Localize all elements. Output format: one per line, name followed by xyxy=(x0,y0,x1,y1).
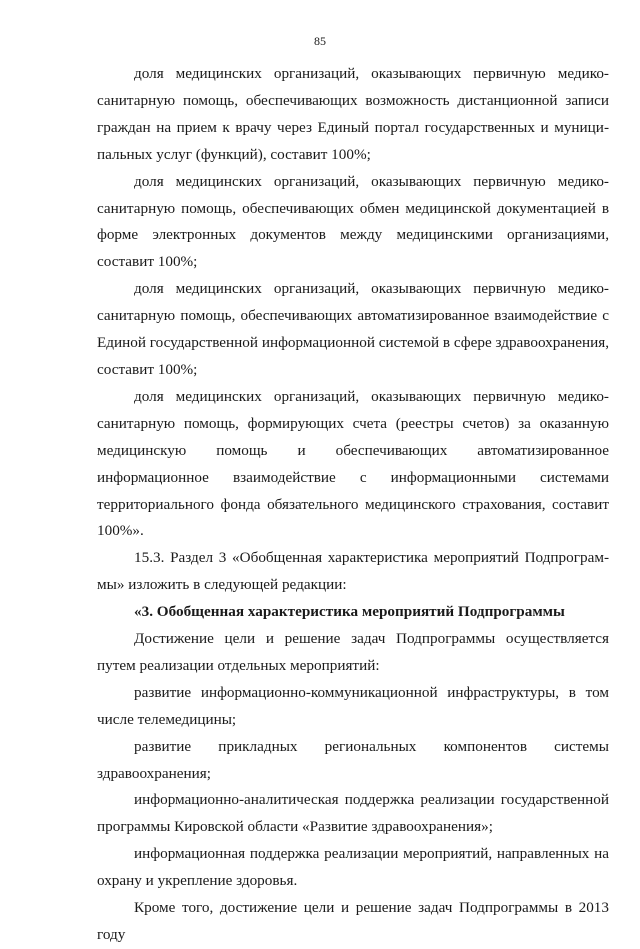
list-item-analytical-support: информационно-аналитическая поддержка реализации государственной программы Кировской области «Развитие здравоохранения»; xyxy=(97,791,609,836)
paragraph-remote-appointment: доля медицинских организаций, оказывающих первичную медико-санитарную помощь, обеспечивающих возможность дистанционной записи граждан на прием к врачу через Единый портал государственных и муниципальных услуг (функций), составит 100%; xyxy=(97,65,609,163)
list-item-information-support: информационная поддержка реализации мероприятий, направленных на охрану и укрепление здоровья. xyxy=(97,845,609,890)
section-heading: «3. Обобщенная характеристика мероприятий Подпрограммы xyxy=(134,603,565,621)
paragraph-egisz-interaction: доля медицинских организаций, оказывающих первичную медико-санитарную помощь, обеспечивающих автоматизированное взаимодействие с Единой государственной информационной системой в сфере здравоохранения, составит 100%; xyxy=(97,280,609,378)
page-number: 85 xyxy=(314,34,326,48)
list-item-regional-components: развитие прикладных региональных компонентов системы здравоохранения; xyxy=(97,737,609,782)
paragraph-billing-registers: доля медицинских организаций, оказывающих первичную медико-санитарную помощь, формирующих счета (реестры счетов) за оказанную медицинскую помощь и обеспечивающих автоматизированное информационное взаимодействие с информационными системами территориального фонда обязательного медицинского страхования, составит 100%». xyxy=(97,387,609,540)
list-item-infrastructure: развитие информационно-коммуникационной инфраструктуры, в том числе телемедицины; xyxy=(97,683,609,728)
paragraph-section-amendment: 15.3. Раздел 3 «Обобщенная характеристика мероприятий Подпрограммы» изложить в следующей редакции: xyxy=(97,549,609,594)
paragraph-goal-achievement: Достижение цели и решение задач Подпрограммы осуществляется путем реализации отдельных мероприятий: xyxy=(97,630,609,674)
document-body xyxy=(97,61,609,949)
paragraph-document-exchange: доля медицинских организаций, оказывающих первичную медико-санитарную помощь, обеспечивающих обмен медицинской документацией в форме электронных документов между медицинскими организациями, составит 100%; xyxy=(97,172,609,271)
paragraph-additionally-2013: Кроме того, достижение цели и решение задач Подпрограммы в 2013 году xyxy=(97,899,609,943)
